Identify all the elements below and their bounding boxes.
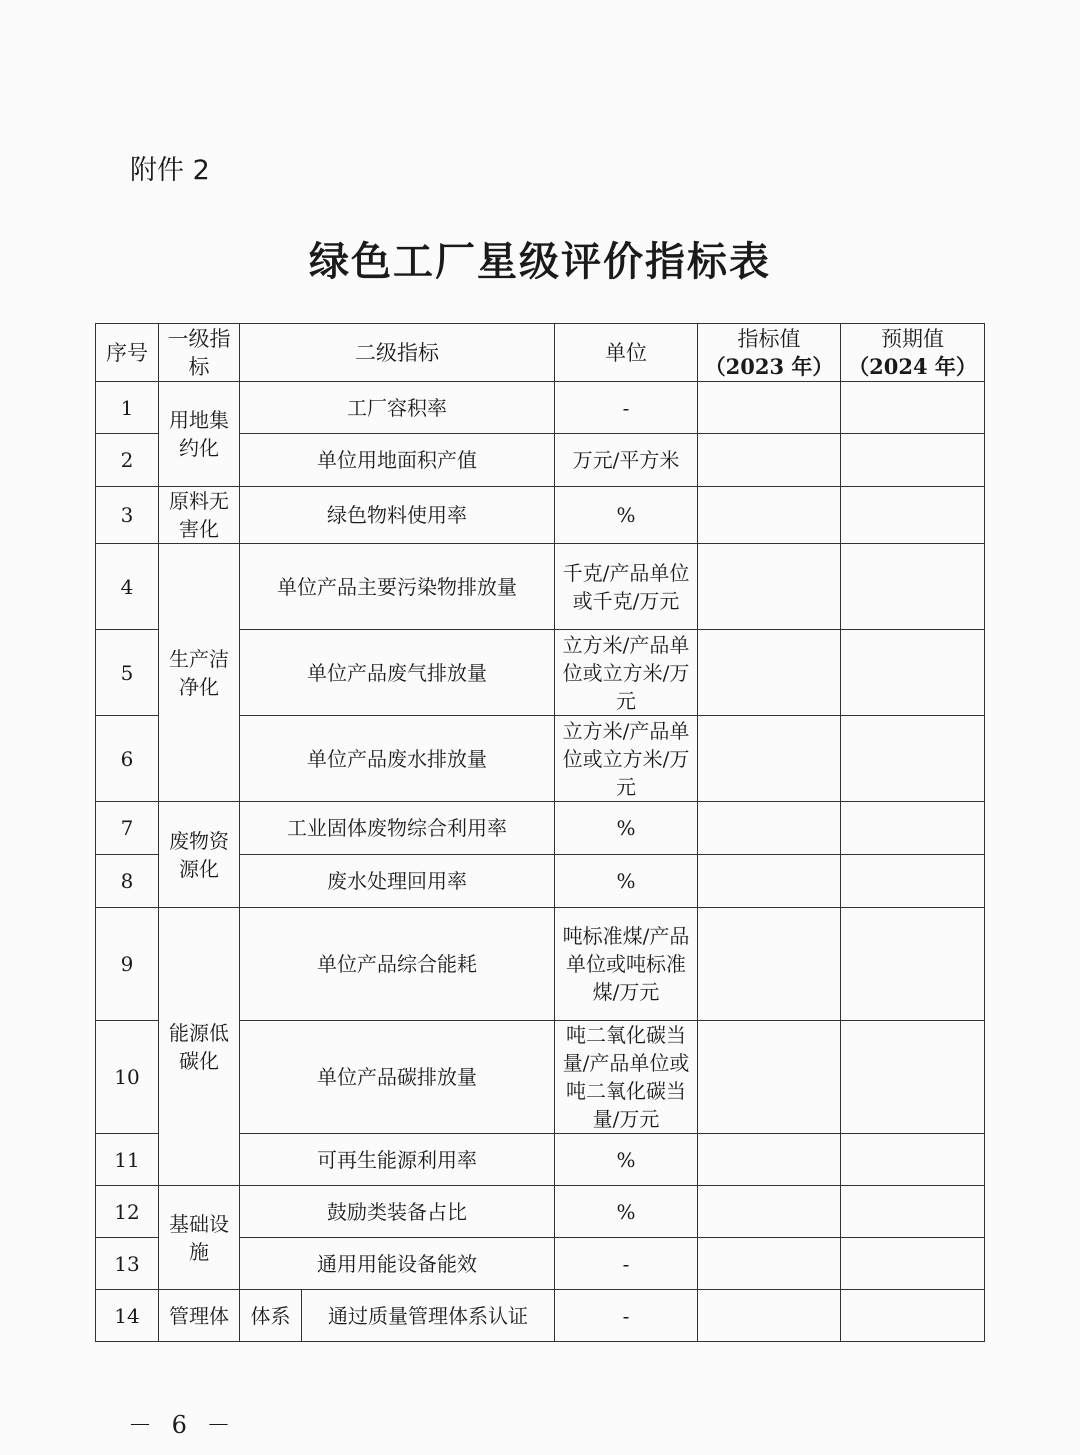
cell-unit: %: [555, 802, 698, 855]
cell-expected[interactable]: [841, 434, 985, 487]
header-seq: 序号: [96, 324, 159, 382]
cell-target[interactable]: [698, 1134, 841, 1186]
cell-unit: 千克/产品单位或千克/万元: [555, 544, 698, 630]
cell-indicator: 单位产品主要污染物排放量: [240, 544, 555, 630]
cell-unit: %: [555, 855, 698, 908]
table-row: [96, 544, 985, 630]
cell-seq: 14: [96, 1290, 159, 1342]
cell-seq: 6: [96, 716, 159, 802]
cell-seq: 11: [96, 1134, 159, 1186]
cell-indicator: 单位产品废水排放量: [240, 716, 555, 802]
cell-target[interactable]: [698, 1186, 841, 1238]
header-level1: 一级指标: [159, 324, 240, 382]
cell-unit: 吨标准煤/产品单位或吨标准煤/万元: [555, 908, 698, 1021]
cell-group: 废物资源化: [159, 802, 240, 908]
cell-seq: 4: [96, 544, 159, 630]
cell-group: 原料无害化: [159, 487, 240, 544]
cell-indicator: 鼓励类装备占比: [240, 1186, 555, 1238]
cell-unit: 吨二氧化碳当量/产品单位或吨二氧化碳当量/万元: [555, 1021, 698, 1134]
cell-target[interactable]: [698, 382, 841, 434]
cell-expected[interactable]: [841, 487, 985, 544]
cell-unit: -: [555, 382, 698, 434]
cell-seq: 2: [96, 434, 159, 487]
cell-unit: -: [555, 1238, 698, 1290]
cell-indicator: 可再生能源利用率: [240, 1134, 555, 1186]
cell-indicator: 绿色物料使用率: [240, 487, 555, 544]
cell-group: 管理体: [159, 1290, 240, 1342]
cell-target[interactable]: [698, 1238, 841, 1290]
cell-expected[interactable]: [841, 1134, 985, 1186]
cell-seq: 12: [96, 1186, 159, 1238]
cell-expected[interactable]: [841, 908, 985, 1021]
header-target: [698, 324, 841, 382]
cell-target[interactable]: [698, 1290, 841, 1342]
header-level2: 二级指标: [240, 324, 555, 382]
cell-unit: 万元/平方米: [555, 434, 698, 487]
cell-target[interactable]: [698, 1021, 841, 1134]
cell-seq: 5: [96, 630, 159, 716]
cell-unit: -: [555, 1290, 698, 1342]
cell-group: 用地集约化: [159, 382, 240, 487]
cell-unit: %: [555, 1186, 698, 1238]
table-row: [96, 802, 985, 855]
cell-target[interactable]: [698, 855, 841, 908]
cell-expected[interactable]: [841, 802, 985, 855]
cell-indicator: 通用用能设备能效: [240, 1238, 555, 1290]
cell-group: 能源低碳化: [159, 908, 240, 1186]
table-row: [96, 1186, 985, 1238]
table-row: [96, 382, 985, 434]
cell-group: 生产洁净化: [159, 544, 240, 802]
cell-expected[interactable]: [841, 1186, 985, 1238]
page-number: － 6 －: [128, 1411, 237, 1439]
page-title: 绿色工厂星级评价指标表: [309, 239, 771, 285]
table-row: [96, 1290, 985, 1342]
cell-indicator: 工业固体废物综合利用率: [240, 802, 555, 855]
cell-group: 基础设施: [159, 1186, 240, 1290]
header-expected-line2: （2024 年）: [848, 353, 977, 379]
header-expected: [841, 324, 985, 382]
cell-seq: 13: [96, 1238, 159, 1290]
cell-target[interactable]: [698, 434, 841, 487]
cell-expected[interactable]: [841, 1021, 985, 1134]
cell-target[interactable]: [698, 487, 841, 544]
header-target-line1: 指标值: [737, 326, 801, 351]
attachment-label: 附件 2: [130, 155, 210, 186]
cell-target[interactable]: [698, 908, 841, 1021]
cell-sub-label: 体系: [240, 1290, 302, 1342]
header-expected-line1: 预期值: [881, 326, 944, 351]
cell-indicator: 单位产品综合能耗: [240, 908, 555, 1021]
cell-expected[interactable]: [841, 1238, 985, 1290]
header-row: [96, 324, 985, 382]
cell-expected[interactable]: [841, 1290, 985, 1342]
cell-seq: 8: [96, 855, 159, 908]
cell-seq: 1: [96, 382, 159, 434]
cell-unit: 立方米/产品单位或立方米/万元: [555, 716, 698, 802]
cell-expected[interactable]: [841, 544, 985, 630]
cell-unit: %: [555, 487, 698, 544]
cell-target[interactable]: [698, 716, 841, 802]
cell-expected[interactable]: [841, 855, 985, 908]
cell-indicator: 废水处理回用率: [240, 855, 555, 908]
header-target-line2: （2023 年）: [704, 353, 834, 379]
table-row: [96, 487, 985, 544]
cell-seq: 3: [96, 487, 159, 544]
cell-unit: %: [555, 1134, 698, 1186]
cell-expected[interactable]: [841, 630, 985, 716]
cell-indicator: 单位用地面积产值: [240, 434, 555, 487]
cell-indicator: 通过质量管理体系认证: [302, 1290, 555, 1342]
cell-indicator: 单位产品废气排放量: [240, 630, 555, 716]
indicator-table: [95, 323, 985, 1342]
header-unit: 单位: [555, 324, 698, 382]
cell-target[interactable]: [698, 630, 841, 716]
cell-seq: 7: [96, 802, 159, 855]
cell-expected[interactable]: [841, 716, 985, 802]
table-row: [96, 908, 985, 1021]
cell-unit: 立方米/产品单位或立方米/万元: [555, 630, 698, 716]
cell-indicator: 工厂容积率: [240, 382, 555, 434]
cell-expected[interactable]: [841, 382, 985, 434]
cell-target[interactable]: [698, 802, 841, 855]
cell-seq: 10: [96, 1021, 159, 1134]
cell-seq: 9: [96, 908, 159, 1021]
cell-target[interactable]: [698, 544, 841, 630]
cell-indicator: 单位产品碳排放量: [240, 1021, 555, 1134]
